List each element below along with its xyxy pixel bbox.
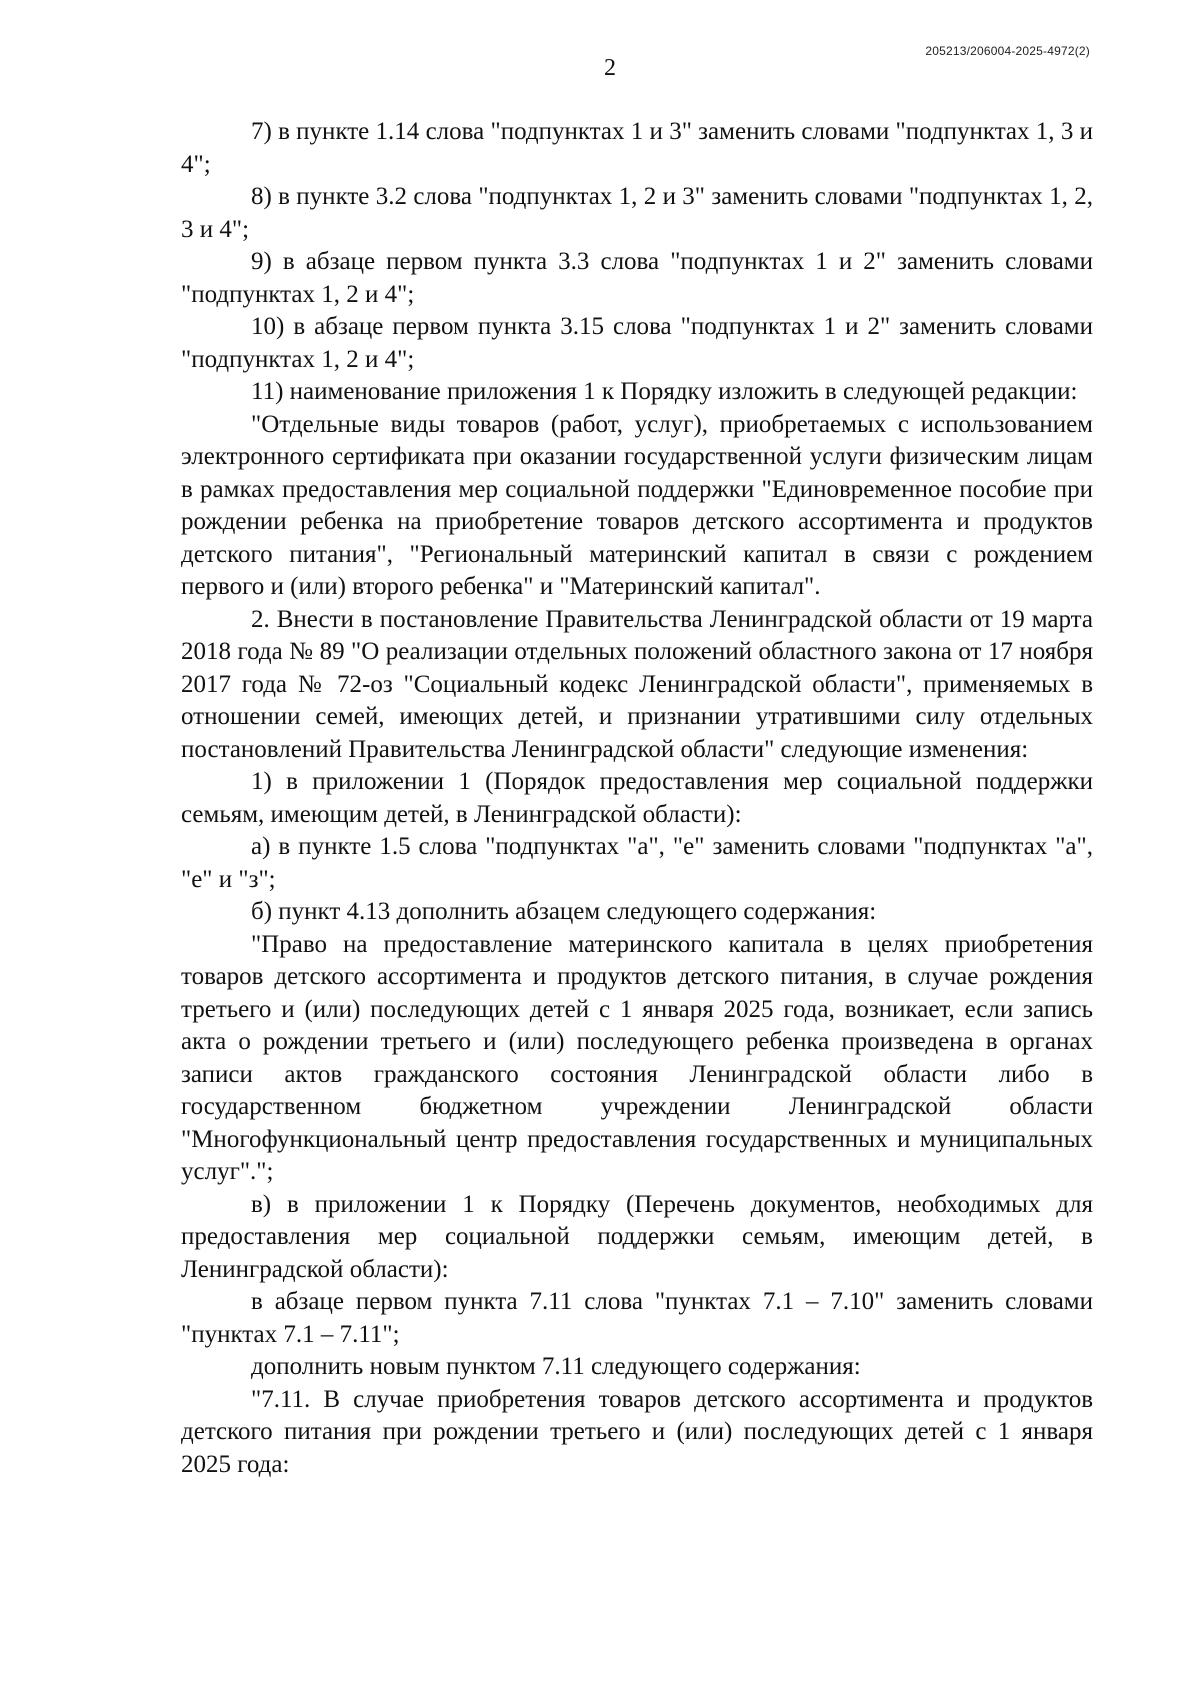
paragraph-quoted-7-11: "7.11. В случае приобретения товаров детского ассортимента и продуктов детского питания при рождении третьего и (или) последующих детей с 1 января 2025 года: [181,1385,1093,1478]
paragraph-quoted-right: "Право на предоставление материнского капитала в целях приобретения товаров детского ассортимента и продуктов детского питания, в случае рождения третьего и (или) последующих детей с 1 января 2025 года, возникает, если запись акта о рождении третьего и (или) последующего ребенка произведена в органах записи актов гражданского состояния Ленинградской области либо в государственном бюджетном учреждении Ленинградской области "Многофункциональный центр предоставления государственных и муниципальных услуг"."; [181,930,1093,1185]
paragraph-add-7-11: дополнить новым пунктом 7.11 следующего содержания: [251,1353,861,1380]
paragraph-item-8: 8) в пункте 3.2 слова "подпунктах 1, 2 и 3" заменить словами "подпунктах 1, 2, 3 и 4"; [181,183,1093,243]
document-body [181,116,1093,1481]
paragraph-subitem-1: 1) в приложении 1 (Порядок предоставления мер социальной поддержки семьям, имеющим детей, в Ленинградской области): [181,768,1093,828]
paragraph-subitem-a: а) в пункте 1.5 слова "подпунктах "а", "е" заменить словами "подпунктах "а", "е" и "з"; [181,833,1093,893]
page-number: 2 [604,55,616,81]
paragraph-item-9: 9) в абзаце первом пункта 3.3 слова "подпунктах 1 и 2" заменить словами "подпунктах 1, 2 и 4"; [181,248,1093,308]
paragraph-subitem-b: б) пункт 4.13 дополнить абзацем следующего содержания: [251,898,877,925]
paragraph-amend-7-11: в абзаце первом пункта 7.11 слова "пунктах 7.1 – 7.10" заменить словами "пунктах 7.1 – 7.11"; [181,1288,1093,1348]
paragraph-subitem-v: в) в приложении 1 к Порядку (Перечень документов, необходимых для предоставления мер социальной поддержки семьям, имеющим детей, в Ленинградской области): [181,1190,1093,1283]
paragraph-item-7: 7) в пункте 1.14 слова "подпунктах 1 и 3" заменить словами "подпунктах 1, 3 и 4"; [181,118,1093,178]
paragraph-item-10: 10) в абзаце первом пункта 3.15 слова "подпунктах 1 и 2" заменить словами "подпунктах 1, 2 и 4"; [181,313,1093,373]
document-registration-code: 205213/206004-2025-4972(2) [925,44,1090,58]
paragraph-section-2: 2. Внести в постановление Правительства Ленинградской области от 19 марта 2018 года № 89 "О реализации отдельных положений областного закона от 17 ноября 2017 года № 72-оз "Социальный кодекс Ленинградской области", применяемых в отношении семей, имеющих детей, и признании утратившими силу отдельных постановлений Правительства Ленинградской области" следующие изменения: [181,605,1093,763]
paragraph-item-11: 11) наименование приложения 1 к Порядку изложить в следующей редакции: [251,378,1078,405]
paragraph-appendix-title: "Отдельные виды товаров (работ, услуг), приобретаемых с использованием электронного сертификата при оказании государственной услуги физическим лицам в рамках предоставления мер социальной поддержки "Единовременное пособие при рождении ребенка на приобретение товаров детского ассортимента и продуктов детского питания", "Региональный материнский капитал в связи с рождением первого и (или) второго ребенка" и "Материнский капитал". [181,410,1093,600]
